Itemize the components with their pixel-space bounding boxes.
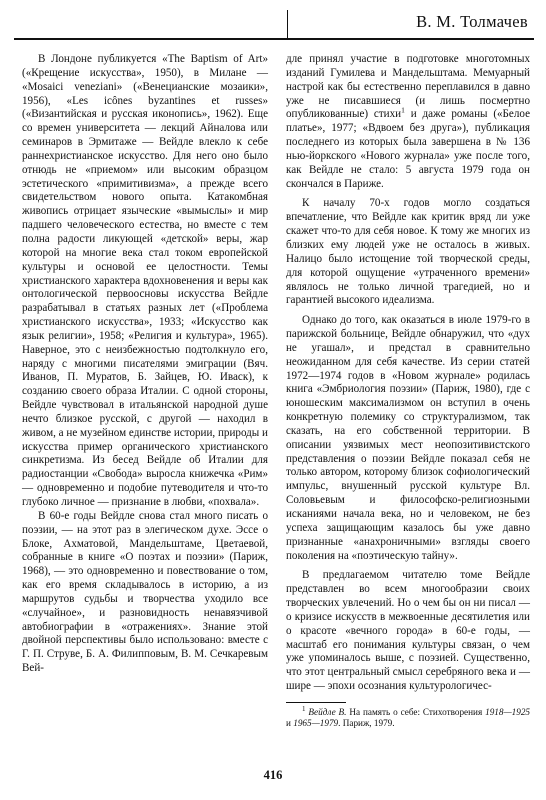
page-number: 416 [263, 768, 283, 782]
paragraph-text: и даже романы («Белое платье», 1977; «Вдвоем без друга»), публикация последнего из которых была завершена в № 136 нью-йоркского «Нового журнала» уже после того, как Вейдле не стало: 5 августа 1979 года он скончался в Париже. [286, 108, 530, 190]
header-divider [287, 10, 288, 38]
footnote-reference: 1 [401, 105, 405, 115]
running-header [14, 10, 534, 48]
paragraph: В предлагаемом читателю томе Вейдле представлен во всем многообразии своих творческих увлечений. Но о чем бы он ни писал — о кризисе искусств в межвоенные десятилетия или о красоте «вечного города» в 60-е годы, — масштаб его понимания культуры связан, о чем уже упоминалось выше, с поэзией. Существенно, что этот центральный смысл серебряного века и — шире — эпохи осознания культурологичес- [286, 569, 530, 693]
paragraph-text: дле принял участие в подготовке многотомных изданий Гумилева и Мандельштама. Мемуарный настрой как бы естественно переплавился в давно уже не писавшиеся (и лишь посмертно опубликованные) стихи [286, 53, 530, 121]
footnote-years: 1965—1979 [293, 717, 339, 728]
footnote-text: . Париж, 1979. [338, 717, 395, 728]
paragraph: Однако до того, как оказаться в июле 1979-го в парижской больнице, Вейдле обнаружил, что «дух не угашал», и предстал в сравнительно неожиданном для себя качестве. Из серии статей 1972—1974 годов в «Новом журнале» родилась книга «Эмбриология поэзии» (Париж, 1980), где с юношеским максимализмом он вступил в очень конкретную полемику со структурализмом, так сказать, на его собственной территории. В описании уязвимых мест неопозитивистского представления о поэзии Вейдле показал себя не только автором, которому близок софиологический импульс, внушенный русской культуре Вл. Соловьевым и философско-религиозными исканиями начала века, но и человеком, не без успеха защищающим казалось бы уже давно признанные «анахроничными» взгляды своего поколения на «поэтическую тайну». [286, 314, 530, 562]
paragraph: В Лондоне публикуется «The Baptism of Art» («Крещение искусства», 1950), в Милане — «Mosaici veneziani» («Венецианские мозаики», 1956), «Les icônes byzantines et russes» («Византийская и русская иконопись», 1962). Еще со времен университета — лекций Айналова или семинаров в Эрмитаже — Вейдле влекло к себе раннехристианское искусство. Для него оно было отнюдь не «приемом» или высоким образцом эстетического «примитивизма», а прежде всего свидетельством нового опыта. Катакомбная живопись отрицает языческие «вымыслы» и мир падшего человеческого естества, но вместе с тем полна радости ликующей «детской» веры, жар которой на многие века стал током европейской культуры и основой ее целостности. Темы христианского характера вдохновенения и веры как онтологической первоосновы искусства Вейдле разрабатывал в статьях разных лет («Проблема христианского искусства», 1933; «Искусство как язык религии», 1958; «Религия и культура», 1965). Наверное, это с неизбежностью подтолкнуло его, наряду с многими писателями эмиграции (Вяч. Иванов, П. Муратов, Б. Зайцев, Ю. Иваск), к созданию своего образа Италии. С одной стороны, Вейдле чувствовал в итальянской народной душе нечто близкое русской, с другой — находил в живом, а не музейном единстве истории, природы и искусства пример органического христианского синкретизма. Из бесед Вейдле об Италии для радиостанции «Свобода» выросла книжечка «Рим» — одновременно и подобие путеводителя и что-то глубоко личное — признание в любви, «похвала». [22, 53, 268, 508]
footnote-text: и [286, 717, 294, 728]
paragraph: К началу 70-х годов могло создаться впечатление, что Вейдле как критик вряд ли уже скажет что-то для себя новое. К тому же многих из близких ему людей уже не осталось в живых. Налицо было истощение той творческой среды, для которой ощущение «утраченного времени» являлось не только личной трагедией, но и гарантией высокого идеализма. [286, 197, 530, 307]
footnote-rule [286, 702, 346, 703]
header-rule [14, 38, 534, 40]
right-column [286, 53, 530, 729]
paragraph-continuation [286, 53, 530, 191]
footnote-author: Вейдле В. [308, 706, 347, 717]
footnote-text: На память о себе: Стихотворения [346, 706, 483, 717]
paragraph: В 60-е годы Вейдле снова стал много писать о поэзии, — на этот раз в элегическом духе. Эссе о Блоке, Ахматовой, Мандельштаме, Цветаевой, собранные в книге «О поэтах и поэзии» (Париж, 1968), — это одновременно и повествование о том, как его время складывалось в историю, а из маршрутов судьбы и творчества уходило все «случайное», и разновидность ненавязчивой автобиографии в «отражениях». Знание этой двойной перспективы было использовано: вместе с Г. П. Струве, Б. А. Филипповым, В. М. Сечкаревым Вей- [22, 509, 268, 675]
running-header-author: В. М. Толмачев [416, 12, 528, 31]
footnote-years: 1918—1925 [485, 706, 531, 717]
left-column [22, 53, 268, 676]
footnote-marker: 1 [302, 704, 306, 713]
footnote [286, 704, 531, 729]
